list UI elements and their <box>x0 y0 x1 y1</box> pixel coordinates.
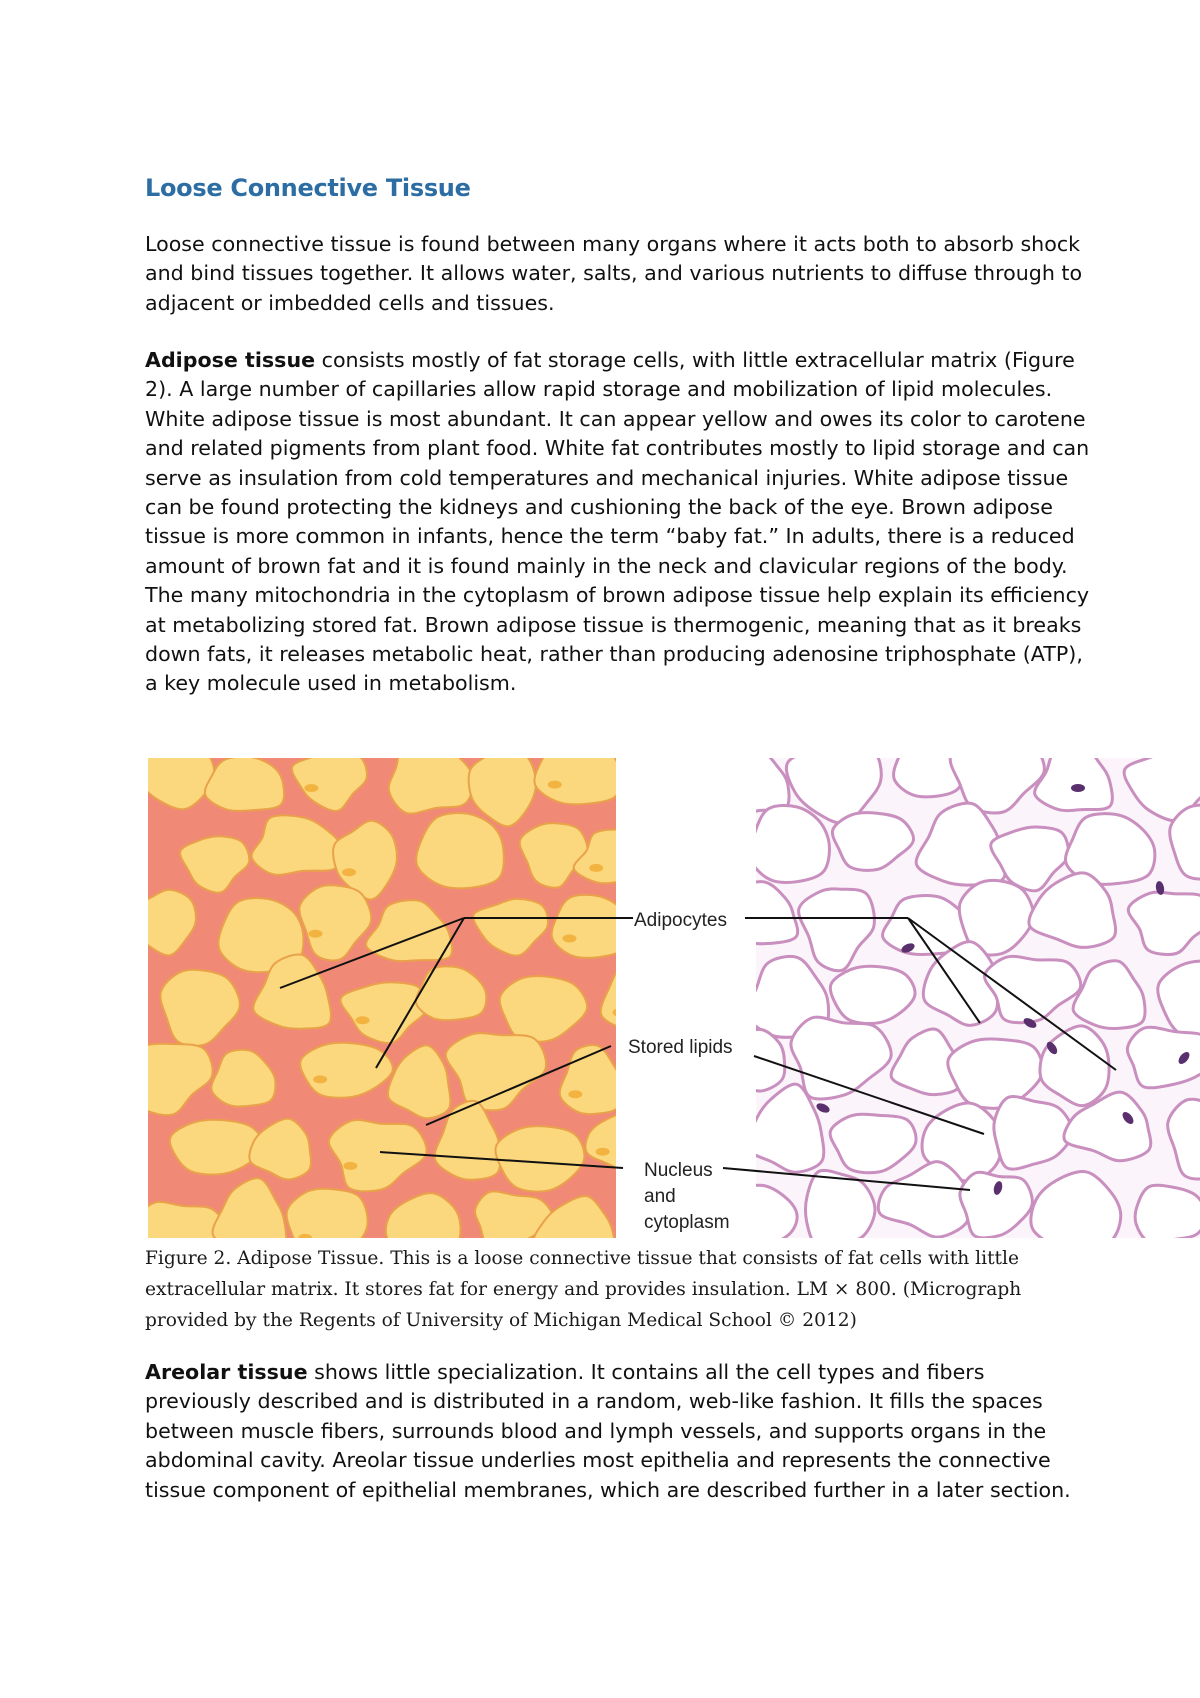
areolar-term: Areolar tissue <box>145 1360 308 1384</box>
adipocyte-drawing <box>416 813 504 888</box>
micrograph-cell-drawing <box>1127 1027 1200 1088</box>
areolar-paragraph <box>145 1358 1090 1505</box>
micrograph-cell-drawing <box>1135 1185 1200 1238</box>
adipose-text: consists mostly of fat storage cells, with little extracellular matrix (Figure 2). A large number of capillaries allow rapid storage and mobilization of lipid molecules. White adipose tissue is most abundant. It can appear yellow and owes its color to carotene and related pigments from plant food. White fat contributes mostly to lipid storage and can serve as insulation from cold temperatures and mechanical injuries. White adipose tissue can be found protecting the kidneys and cushioning the back of the eye. Brown adipose tissue is more common in infants, hence the term “baby fat.” In adults, there is a reduced amount of brown fat and it is found mainly in the neck and clavicular regions of the body. The many mitochondria in the cytoplasm of brown adipose tissue help explain its efficiency at metabolizing stored fat. Brown adipose tissue is thermogenic, meaning that as it breaks down fats, it releases metabolic heat, rather than producing adenosine triphosphate (ATP), a key molecule used in metabolism. <box>145 348 1090 696</box>
label-nucleus-cytoplasm: cytoplasm <box>644 1212 730 1233</box>
adipocyte-drawing <box>534 758 620 804</box>
label-nucleus: Nucleus <box>644 1160 713 1181</box>
adipocyte-nucleus-drawing <box>313 1075 327 1083</box>
adipose-figure-svg <box>148 758 1200 1238</box>
adipocyte-nucleus-drawing <box>356 1016 370 1024</box>
micrograph-cell-drawing <box>750 805 830 882</box>
adipocyte-nucleus-drawing <box>304 784 318 792</box>
adipose-paragraph <box>145 346 1090 699</box>
adipocyte-nucleus-drawing <box>309 930 323 938</box>
label-adipocytes: Adipocytes <box>634 910 727 931</box>
adipocyte-nucleus-drawing <box>613 1009 627 1017</box>
adipose-term: Adipose tissue <box>145 348 316 372</box>
adipocyte-drawing <box>552 895 630 958</box>
adipocyte-nucleus-drawing <box>343 1162 357 1170</box>
adipocyte-nucleus-drawing <box>589 864 603 872</box>
adipocyte-drawing <box>287 1189 368 1238</box>
adipocyte-nucleus-drawing <box>548 781 562 789</box>
adipocyte-nucleus-drawing <box>568 1090 582 1098</box>
adipocyte-nucleus-drawing <box>563 935 577 943</box>
intro-paragraph: Loose connective tissue is found between many organs where it acts both to absorb shock and bind tissues together. It allows water, salts, and various nutrients to diffuse through to adjacent or imbedded cells and tissues. <box>145 232 1083 315</box>
adipocyte-nucleus-drawing <box>596 1148 610 1156</box>
adipose-micrograph <box>704 758 1200 1238</box>
adipocyte-drawing <box>205 758 284 811</box>
figure-caption: Figure 2. Adipose Tissue. This is a loose connective tissue that consists of fat cells with little extracellular matrix. It stores fat for energy and provides insulation. LM × 800. (Micrograph provided by the Regents of University of Michigan Medical School © 2012) <box>145 1248 1022 1331</box>
adipocyte-drawing <box>389 758 474 814</box>
areolar-text: shows little specialization. It contains all the cell types and fibers previously described and is distributed in a random, web-like fashion. It fills the spaces between muscle fibers, surrounds blood and lymph vessels, and supports organs in the abdominal cavity. Areolar tissue underlies most epithelia and represents the connective tissue component of epithelial membranes, which are described further in a later section. <box>145 1360 1071 1502</box>
label-nucleus-and: and <box>644 1186 676 1207</box>
section-heading: Loose Connective Tissue <box>145 174 471 202</box>
adipocyte-nucleus-drawing <box>342 868 356 876</box>
adipose-figure <box>148 758 1200 1238</box>
micrograph-nucleus-drawing <box>1071 784 1085 792</box>
label-stored-lipids: Stored lipids <box>628 1037 733 1058</box>
